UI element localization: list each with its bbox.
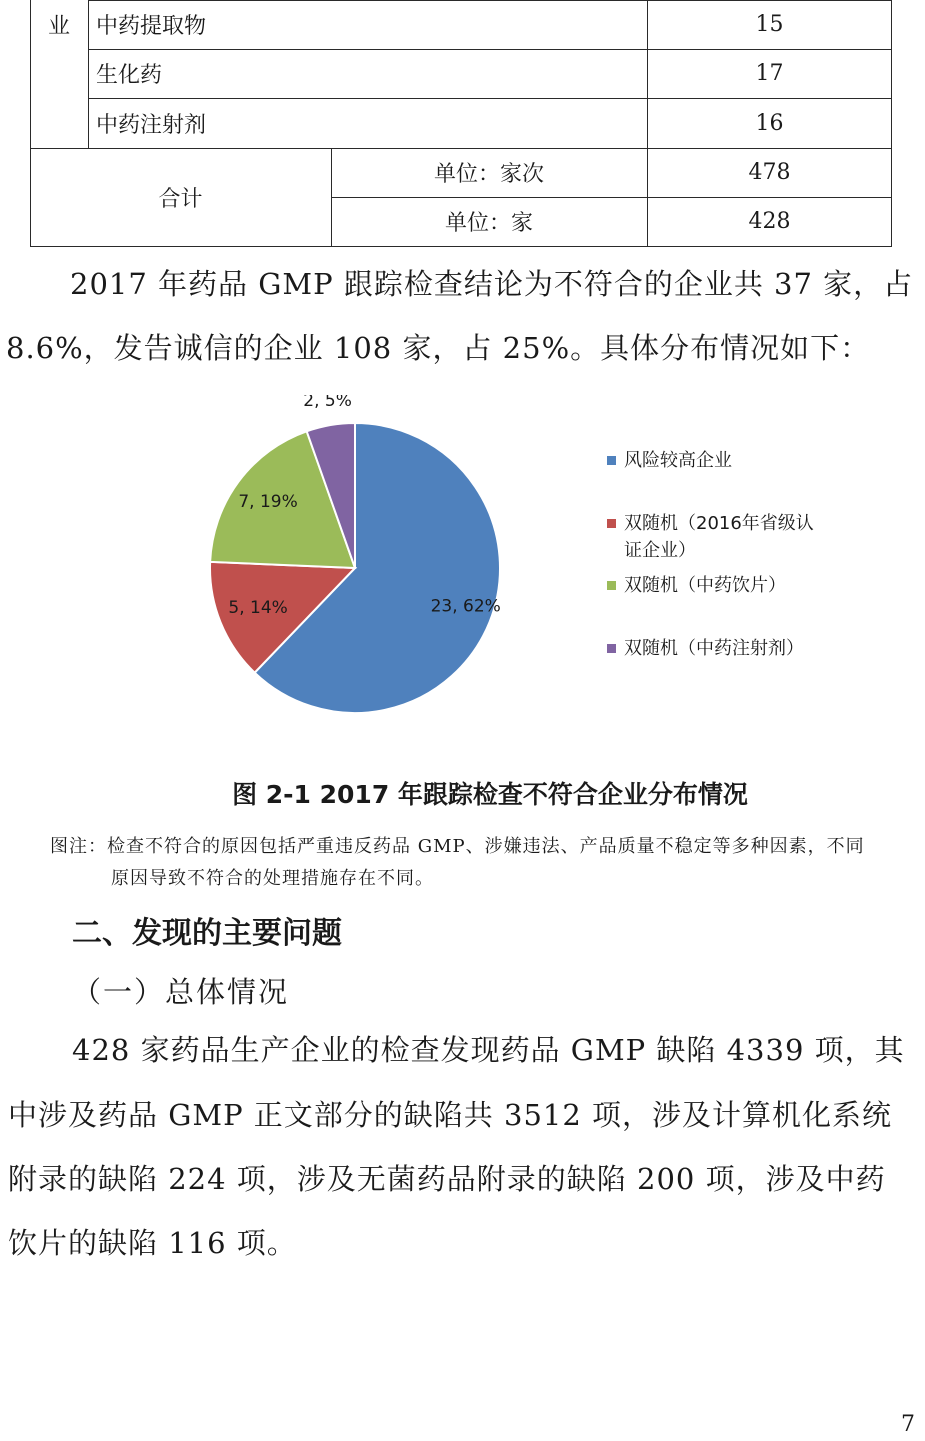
paragraph-line: 2017 年药品 GMP 跟踪检查结论为不符合的企业共 37 家，占 bbox=[70, 267, 914, 301]
table-row-value: 17 bbox=[755, 61, 784, 86]
legend-swatch bbox=[607, 456, 616, 465]
pie-slice-label: 2, 5% bbox=[303, 395, 352, 411]
table-row-name: 生化药 bbox=[96, 63, 163, 88]
legend-swatch bbox=[607, 644, 616, 653]
table-category-cell: 业 bbox=[47, 14, 70, 39]
legend-label bbox=[624, 510, 814, 564]
legend-label: 风险较高企业 bbox=[624, 450, 732, 471]
section-heading: 二、发现的主要问题 bbox=[72, 916, 342, 951]
paragraph-line: 中涉及药品 GMP 正文部分的缺陷共 3512 项，涉及计算机化系统 bbox=[8, 1098, 893, 1132]
figure-caption: 图 2-1 2017 年跟踪检查不符合企业分布情况 bbox=[232, 780, 748, 809]
table-total-label: 合计 bbox=[158, 187, 203, 212]
legend-swatch bbox=[607, 519, 616, 528]
table-row-value: 16 bbox=[755, 110, 784, 136]
table-row-value: 15 bbox=[755, 12, 784, 37]
paragraph-line: 饮片的缺陷 116 项。 bbox=[8, 1226, 297, 1260]
table-total-value: 478 bbox=[748, 160, 791, 185]
legend-label-line: 证企业） bbox=[624, 540, 696, 561]
legend-label: 双随机（中药注射剂） bbox=[624, 638, 804, 659]
paragraph-line: 附录的缺陷 224 项，涉及无菌药品附录的缺陷 200 项，涉及中药 bbox=[8, 1162, 886, 1196]
figure-note-line: 图注：检查不符合的原因包括严重违反药品 GMP、涉嫌违法、产品质量不稳定等多种因素，不同 bbox=[50, 836, 865, 857]
table-row-name: 中药注射剂 bbox=[96, 112, 207, 138]
paragraph-line: 428 家药品生产企业的检查发现药品 GMP 缺陷 4339 项，其 bbox=[72, 1033, 905, 1067]
table-total-value: 428 bbox=[748, 209, 791, 234]
table-row-name: 中药提取物 bbox=[96, 14, 207, 39]
subsection-heading: （一）总体情况 bbox=[72, 975, 290, 1009]
legend-item bbox=[607, 510, 814, 564]
statistics-table bbox=[30, 0, 892, 247]
figure-note-line: 原因导致不符合的处理措施存在不同。 bbox=[111, 868, 434, 889]
pie-slice-label: 7, 19% bbox=[238, 492, 298, 513]
pie-slice-label: 23, 62% bbox=[430, 596, 501, 617]
pie-slice-label: 5, 14% bbox=[228, 597, 288, 618]
legend-item bbox=[607, 447, 732, 474]
legend-label-line: 双随机（2016年省级认 bbox=[624, 513, 814, 534]
page-number: 7 bbox=[901, 1412, 915, 1437]
pie-chart-svg bbox=[200, 395, 840, 735]
table-total-unit: 单位：家次 bbox=[433, 162, 544, 187]
legend-swatch bbox=[607, 581, 616, 590]
pie-chart bbox=[200, 395, 840, 735]
legend-item bbox=[607, 635, 804, 662]
paragraph-line: 8.6%，发告诚信的企业 108 家，占 25%。具体分布情况如下： bbox=[6, 331, 871, 365]
legend-item bbox=[607, 572, 786, 599]
legend-label: 双随机（中药饮片） bbox=[624, 575, 786, 596]
table-total-unit: 单位：家 bbox=[444, 211, 533, 236]
